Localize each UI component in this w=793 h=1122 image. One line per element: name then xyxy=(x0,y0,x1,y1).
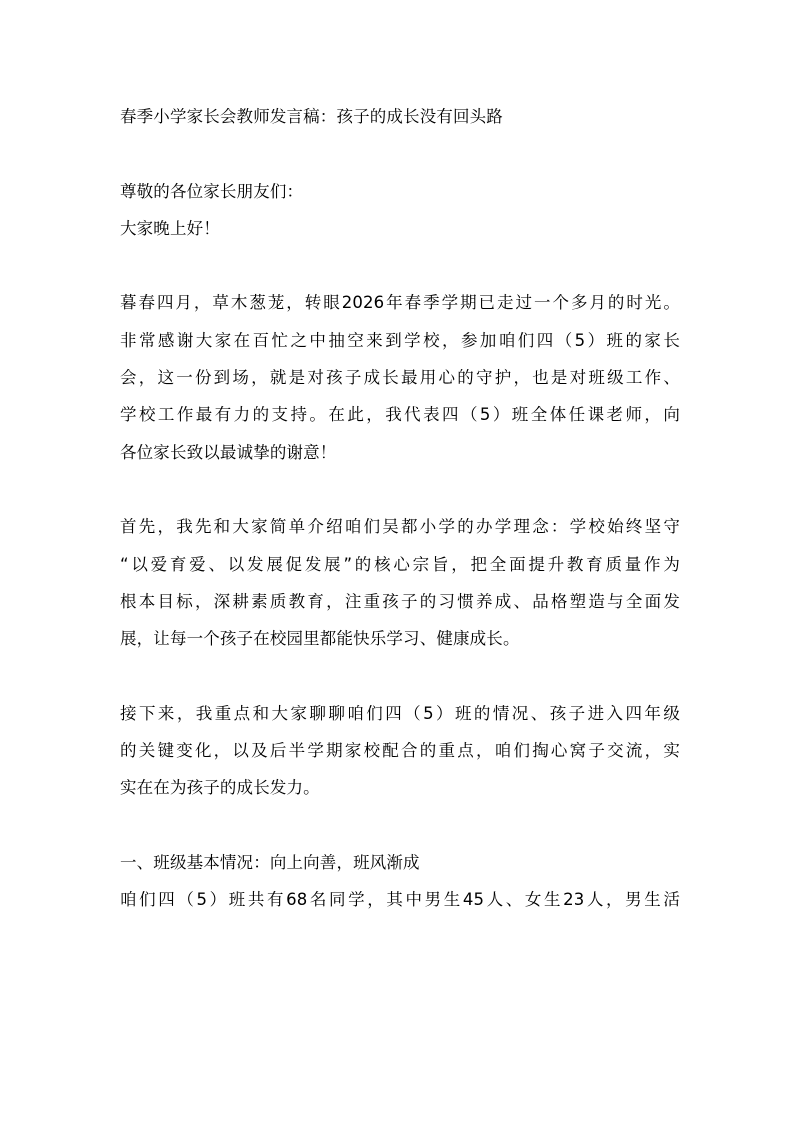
section-class-overview xyxy=(120,844,680,919)
blank-line xyxy=(120,807,680,844)
paragraph-line: 暮春四月，草木葱茏，转眼2026年春季学期已走过一个多月的时光。 xyxy=(120,293,680,313)
document-title: 春季小学家长会教师发言稿：孩子的成长没有回头路 xyxy=(120,107,503,126)
paragraph-line: “以爱育爱、以发展促发展”的核心宗旨，把全面提升教育质量作为 xyxy=(120,554,680,574)
blank-line xyxy=(120,471,680,508)
paragraph-overview xyxy=(120,695,680,807)
paragraph-line: 各位家长致以最诚挚的谢意！ xyxy=(120,442,337,462)
paragraph-line: 非常感谢大家在百忙之中抽空来到学校，参加咱们四（5）班的家长 xyxy=(120,330,680,350)
paragraph-line: 接下来，我重点和大家聊聊咱们四（5）班的情况、孩子进入四年级 xyxy=(120,703,680,723)
paragraph-line: 根本目标，深耕素质教育，注重孩子的习惯养成、品格塑造与全面发 xyxy=(120,591,680,611)
paragraph-line: 的关键变化，以及后半学期家校配合的重点，咱们掏心窝子交流，实 xyxy=(120,741,680,761)
salutation: 大家晚上好！ xyxy=(120,218,220,238)
section-heading: 一、班级基本情况：向上向善，班风渐成 xyxy=(120,852,420,872)
paragraph-line: 实在在为孩子的成长发力。 xyxy=(120,778,320,798)
greeting: 尊敬的各位家长朋友们： xyxy=(120,181,304,201)
paragraph-line: 学校工作最有力的支持。在此，我代表四（5）班全体任课老师，向 xyxy=(120,405,680,425)
blank-line xyxy=(120,135,680,172)
paragraph-school-philosophy xyxy=(120,508,680,657)
blank-line xyxy=(120,247,680,284)
paragraph-line: 会，这一份到场，就是对孩子成长最用心的守护，也是对班级工作、 xyxy=(120,368,680,388)
paragraph-intro xyxy=(120,284,680,470)
paragraph-line: 首先，我先和大家简单介绍咱们吴都小学的办学理念：学校始终坚守 xyxy=(120,517,680,537)
paragraph-line: 展，让每一个孩子在校园里都能快乐学习、健康成长。 xyxy=(120,629,520,649)
paragraph-line: 咱们四（5）班共有68名同学，其中男生45人、女生23人，男生活 xyxy=(120,890,680,910)
blank-line xyxy=(120,657,680,694)
document-body xyxy=(120,98,680,919)
